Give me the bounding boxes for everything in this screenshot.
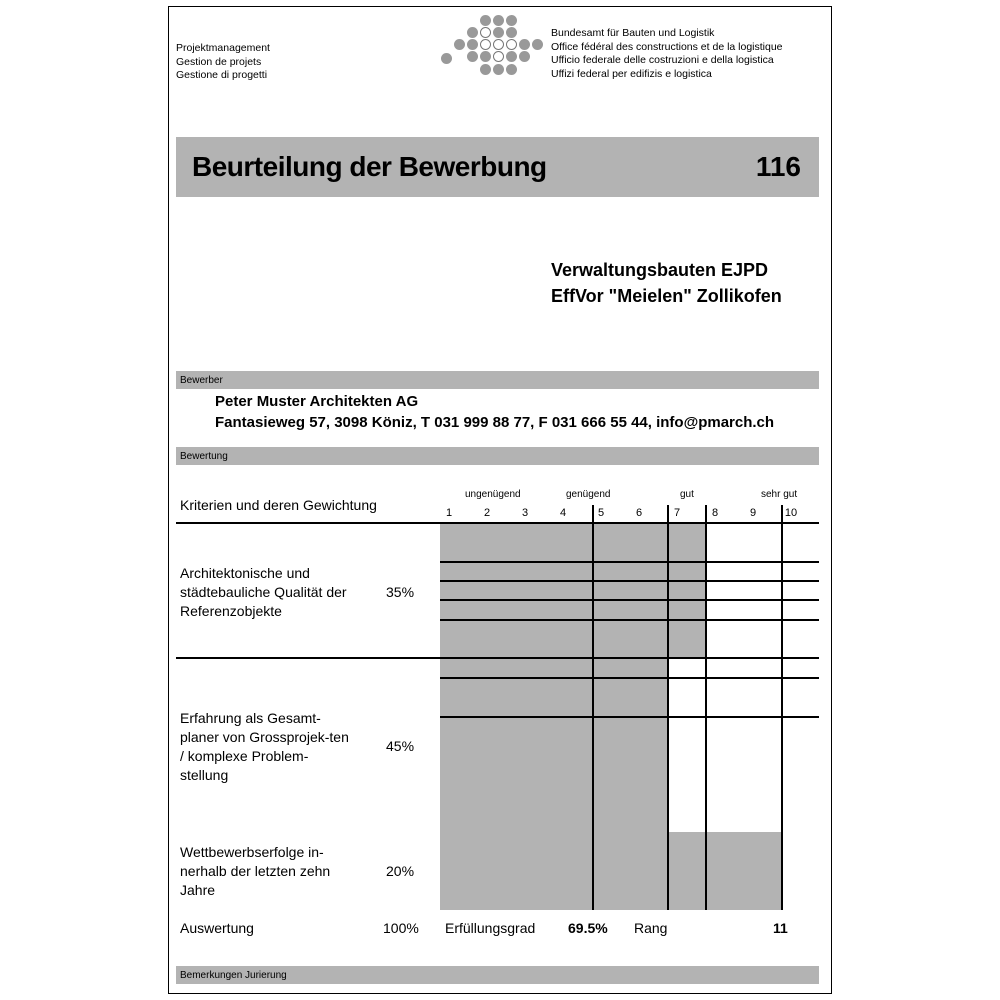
scale-number: 10 xyxy=(784,507,798,519)
header-right-line: Uffizi federal per edifizis e logistica xyxy=(551,67,712,80)
criterion-text-2: Erfahrung als Gesamt-planer von Grossprojek-ten / komplexe Problem-stellung xyxy=(180,710,349,783)
grid-line xyxy=(440,561,819,563)
erfuellungsgrad-label: Erfüllungsgrad xyxy=(445,920,536,936)
grid-line xyxy=(176,522,819,524)
scale-number: 8 xyxy=(711,507,719,519)
header-right xyxy=(551,27,783,81)
grid-line xyxy=(440,580,819,582)
scale-number: 5 xyxy=(597,507,605,519)
scale-number: 7 xyxy=(673,507,681,519)
applicant-info xyxy=(215,391,774,433)
scale-label-genuegend: genügend xyxy=(566,489,611,500)
scale-number: 3 xyxy=(521,507,529,519)
project-line: Verwaltungsbauten EJPD xyxy=(551,260,769,280)
document-title: Beurteilung der Bewerbung xyxy=(192,151,547,182)
bemerkungen-bar xyxy=(176,966,819,984)
scale-label-ungenuegend: ungenügend xyxy=(465,489,521,500)
criterion-weight-1: 35% xyxy=(386,584,415,600)
scale-number: 4 xyxy=(559,507,567,519)
rang-value: 11 xyxy=(773,920,788,936)
grid-line xyxy=(440,599,819,601)
scale-label-gut: gut xyxy=(680,489,694,500)
project-title xyxy=(551,257,782,309)
summary-total: 100% xyxy=(383,920,419,936)
scale-number: 6 xyxy=(635,507,643,519)
criterion-text-3: Wettbewerbserfolge in-nerhalb der letzten zehn Jahre xyxy=(180,844,331,898)
grid-line xyxy=(176,657,819,659)
grid-line xyxy=(667,505,669,910)
scale-number: 1 xyxy=(445,507,453,519)
bewerber-label: Bewerber xyxy=(180,375,223,386)
criterion-text-1: Architektonische und städtebauliche Qualität der Referenzobjekte xyxy=(180,565,347,619)
erfuellungsgrad-value: 69.5% xyxy=(568,920,608,936)
criterion-weight-3: 20% xyxy=(386,863,415,879)
scale-number: 9 xyxy=(749,507,757,519)
grid-line xyxy=(592,505,594,910)
summary-label: Auswertung xyxy=(180,920,254,936)
application-number: 116 xyxy=(755,151,801,182)
applicant-name: Peter Muster Architekten AG xyxy=(215,393,419,410)
header-left-line: Gestion de projets xyxy=(176,55,262,68)
criteria-heading: Kriterien und deren Gewichtung xyxy=(180,497,377,513)
grid-line xyxy=(440,716,819,718)
header-right-line: Bundesamt für Bauten und Logistik xyxy=(551,27,715,39)
applicant-address: Fantasieweg 57, 3098 Köniz, T 031 999 88 77, F 031 666 55 44, info@pmarch.ch xyxy=(215,414,775,431)
title-bar xyxy=(176,137,819,197)
grid-line xyxy=(705,505,707,910)
grid-line xyxy=(781,505,783,910)
header-right-line: Ufficio federale delle costruzioni e della logistica xyxy=(551,54,774,66)
bewerber-bar xyxy=(176,371,819,389)
federal-logo-icon xyxy=(440,15,545,81)
score-fill-criterion-3 xyxy=(440,832,782,910)
header-left-line: Projektmanagement xyxy=(176,42,270,54)
header-left-line: Gestione di progetti xyxy=(176,69,268,81)
criterion-weight-2: 45% xyxy=(386,738,415,754)
bewertung-bar xyxy=(176,447,819,465)
scale-number: 2 xyxy=(483,507,491,519)
rang-label: Rang xyxy=(634,920,668,936)
grid-line xyxy=(440,619,819,621)
project-line: EffVor "Meielen" Zollikofen xyxy=(551,286,782,306)
grid-line xyxy=(440,677,819,679)
header-left xyxy=(176,42,270,83)
bewertung-label: Bewertung xyxy=(180,451,228,462)
scale-label-sehr-gut: sehr gut xyxy=(761,489,798,500)
header-right-line: Office fédéral des constructions et de la logistique xyxy=(551,40,783,53)
bemerkungen-label: Bemerkungen Jurierung xyxy=(180,970,287,981)
